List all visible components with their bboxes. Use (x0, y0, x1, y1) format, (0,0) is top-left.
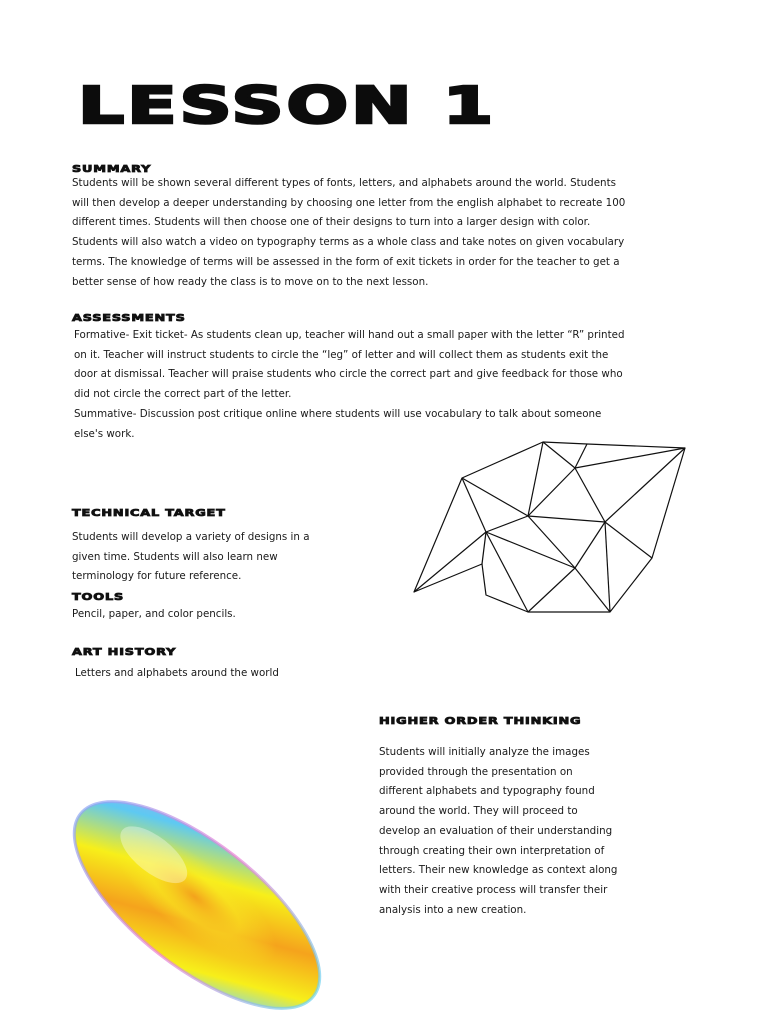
summary-line: Students will be shown several different types of fonts, letters, and alphabets around the world. Students (72, 177, 616, 189)
technical-target-heading: TECHNICAL TARGET (72, 508, 226, 519)
assessments-text (74, 326, 625, 444)
summary-heading: SUMMARY (72, 164, 152, 175)
higher-order-thinking-line: analysis into a new creation. (379, 903, 527, 916)
higher-order-thinking-text (379, 743, 617, 920)
higher-order-thinking-line: different alphabets and typography found (379, 785, 595, 798)
summary-line: terms. The knowledge of terms will be assessed in the form of exit tickets in order for the teacher to get a (72, 255, 620, 268)
assessments-line: Formative- Exit ticket- As students clean up, teacher will hand out a small paper with the letter “R” printed (74, 329, 625, 341)
tools-text (72, 605, 236, 625)
higher-order-thinking-line: through creating their own interpretation of (379, 844, 605, 857)
assessments-line: door at dismissal. Teacher will praise students who circle the correct part and give feedback for those who (74, 368, 623, 381)
gradient-blob-graphic (62, 780, 332, 1030)
summary-text (72, 174, 625, 292)
summary-line: different times. Students will then choose one of their designs to turn into a larger design with color. (72, 216, 591, 229)
higher-order-thinking-heading: HIGHER ORDER THINKING (379, 716, 582, 727)
summary-line: better sense of how ready the class is to move on to the next lesson. (72, 275, 429, 288)
wireframe-polygon-graphic (410, 440, 700, 620)
higher-order-thinking-line: around the world. They will proceed to (379, 805, 578, 818)
higher-order-thinking-line: develop an evaluation of their understanding (379, 824, 613, 837)
higher-order-thinking-line: provided through the presentation on (379, 765, 573, 778)
assessments-line: Summative- Discussion post critique online where students will use vocabulary to talk about someone (74, 407, 602, 420)
art-history-heading: ART HISTORY (72, 647, 177, 658)
higher-order-thinking-line: Students will initially analyze the images (379, 746, 590, 758)
summary-line: will then develop a deeper understanding by choosing one letter from the english alphabet to recreate 100 (72, 196, 626, 209)
art-history-text (75, 664, 279, 684)
assessments-line: else's work. (74, 427, 135, 440)
summary-line: Students will also watch a video on typography terms as a whole class and take notes on given vocabulary (72, 236, 625, 249)
higher-order-thinking-line: with their creative process will transfer their (379, 883, 608, 896)
higher-order-thinking-line: letters. Their new knowledge as context along (379, 864, 618, 877)
technical-target-line: terminology for future reference. (72, 570, 242, 583)
page-title: LESSON 1 (78, 75, 497, 136)
assessments-line: on it. Teacher will instruct students to circle the “leg” of letter and will collect them as students exit the (74, 348, 609, 361)
technical-target-line: Students will develop a variety of designs in a (72, 531, 310, 543)
technical-target-text (72, 528, 310, 587)
art-history-line: Letters and alphabets around the world (75, 667, 279, 679)
assessments-heading: ASSESSMENTS (72, 313, 186, 324)
assessments-line: did not circle the correct part of the letter. (74, 388, 292, 401)
technical-target-line: given time. Students will also learn new (72, 550, 278, 563)
tools-line: Pencil, paper, and color pencils. (72, 608, 236, 620)
tools-heading: TOOLS (72, 592, 125, 603)
